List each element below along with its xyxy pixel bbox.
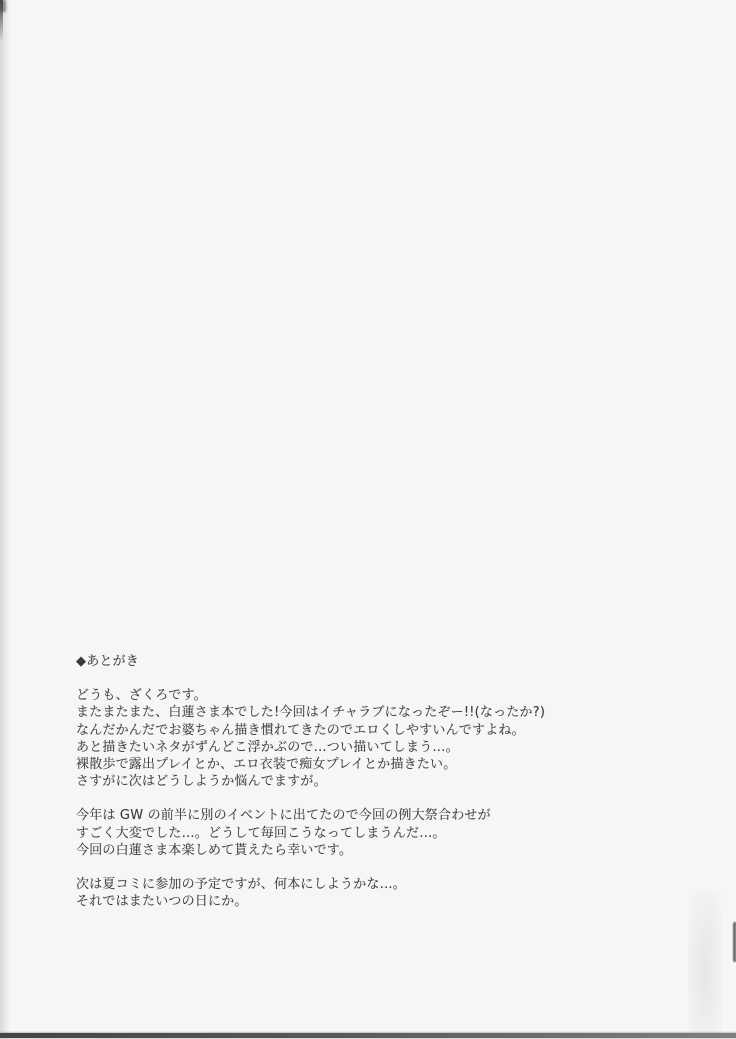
afterword-paragraph-3 <box>76 876 545 910</box>
scan-edge-line-top-left <box>0 0 3 42</box>
text-line: どうも、ざくろです。 <box>76 688 207 704</box>
text-line: 次は夏コミに参加の予定ですが、何本にしようかな…。 <box>76 877 407 893</box>
text-line: 裸散歩で露出プレイとか、エロ衣装で痴女プレイとか描きたい。 <box>76 757 457 773</box>
text-line: なんだかんだでお婆ちゃん描き慣れてきたのでエロくしやすいんですよね。 <box>76 722 525 738</box>
scan-edge-bottom <box>0 1033 736 1038</box>
scan-smudge-right <box>688 890 722 1039</box>
afterword-paragraph-2 <box>76 807 545 859</box>
afterword-heading: ◆あとがき <box>76 654 139 669</box>
text-line: それではまたいつの日にか。 <box>76 894 248 910</box>
text-line: すごく大変でした…。どうして毎回こうなってしまうんだ…。 <box>76 825 446 841</box>
text-line: 今年は GW の前半に別のイベントに出てたので今回の例大祭合わせが <box>76 808 491 824</box>
text-line: あと描きたいネタがずんどこ浮かぶので…つい描いてしまう…。 <box>76 739 459 755</box>
text-line: 今回の白蓮さま本楽しめて貰えたら幸いです。 <box>76 842 353 858</box>
scan-shadow-left <box>0 0 10 1039</box>
afterword-paragraph-1 <box>76 687 545 790</box>
text-line: さすがに次はどうしようか悩んでますが。 <box>76 774 327 790</box>
scan-mark-top-left-corner <box>0 0 6 12</box>
afterword-section <box>76 653 545 910</box>
text-line: またまたまた、白蓮さま本でした!今回はイチャラブになったぞー!!(なったか?) <box>76 705 546 721</box>
